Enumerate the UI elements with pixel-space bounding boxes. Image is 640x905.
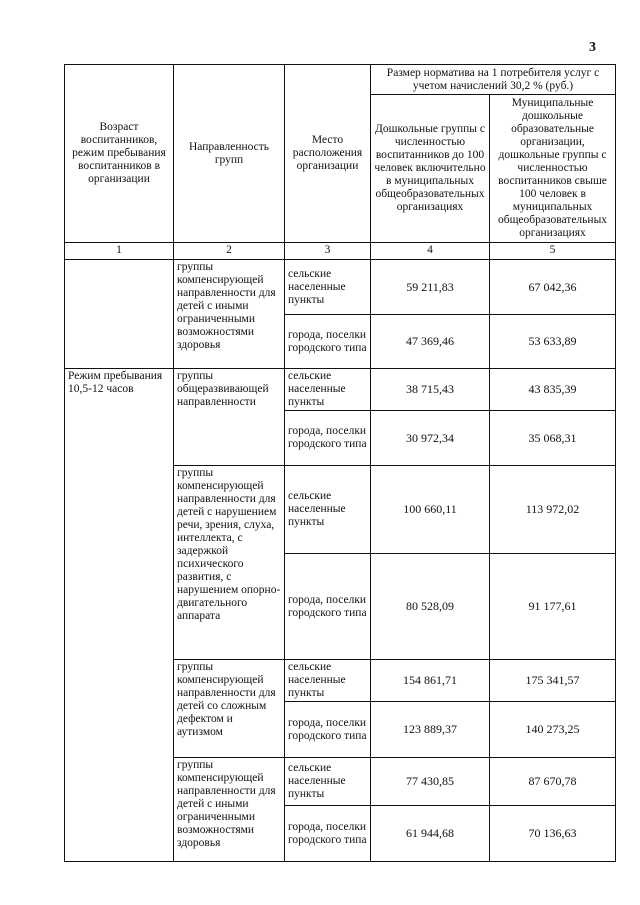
norm-b-cell: 70 136,63	[490, 806, 616, 862]
location-cell: города, поселки городского типа	[285, 411, 371, 466]
norm-a-cell: 61 944,68	[371, 806, 490, 862]
norm-a-cell: 80 528,09	[371, 554, 490, 660]
norm-a-cell: 154 861,71	[371, 660, 490, 702]
norm-a-cell: 47 369,46	[371, 315, 490, 369]
column-number: 1	[65, 243, 174, 260]
norm-b-cell: 175 341,57	[490, 660, 616, 702]
mode-cell-empty	[65, 260, 174, 369]
norm-b-cell: 140 273,25	[490, 702, 616, 758]
norm-table	[64, 64, 616, 862]
norm-a-cell: 123 889,37	[371, 702, 490, 758]
location-cell: сельские населенные пункты	[285, 369, 371, 411]
norm-b-cell: 87 670,78	[490, 758, 616, 806]
norm-b-cell: 91 177,61	[490, 554, 616, 660]
table-row	[65, 369, 616, 411]
column-number: 2	[174, 243, 285, 260]
location-cell: сельские населенные пункты	[285, 260, 371, 315]
norm-a-cell: 77 430,85	[371, 758, 490, 806]
norm-b-cell: 67 042,36	[490, 260, 616, 315]
location-cell: города, поселки городского типа	[285, 554, 371, 660]
header-age: Возраст воспитанников, режим пребывания воспитанников в организации	[65, 65, 174, 243]
page-number: 3	[589, 40, 596, 55]
header-row	[65, 65, 616, 95]
column-number: 3	[285, 243, 371, 260]
direction-cell: группы компенсирующей направленности для детей с нарушением речи, зрения, слуха, интеллекта, с задержкой психического развития, с нарушением опорно-двигательного аппарата	[174, 466, 285, 660]
direction-cell: группы компенсирующей направленности для детей со сложным дефектом и аутизмом	[174, 660, 285, 758]
location-cell: сельские населенные пункты	[285, 758, 371, 806]
column-number: 5	[490, 243, 616, 260]
table-row	[65, 260, 616, 315]
norm-a-cell: 38 715,43	[371, 369, 490, 411]
header-norm-a: Дошкольные группы с численностью воспитанников до 100 человек включительно в муниципальных общеобразовательных организациях	[371, 95, 490, 243]
location-cell: города, поселки городского типа	[285, 806, 371, 862]
location-cell: сельские населенные пункты	[285, 466, 371, 554]
direction-cell: группы компенсирующей направленности для детей с иными ограниченными возможностями здоровья	[174, 758, 285, 862]
header-norm-group: Размер норматива на 1 потребителя услуг с учетом начислений 30,2 % (руб.)	[371, 65, 616, 95]
header-direction: Направленность групп	[174, 65, 285, 243]
direction-cell: группы общеразвивающей направленности	[174, 369, 285, 466]
mode-cell: Режим пребывания 10,5-12 часов	[65, 369, 174, 862]
norm-a-cell: 59 211,83	[371, 260, 490, 315]
norm-b-cell: 113 972,02	[490, 466, 616, 554]
direction-cell: группы компенсирующей направленности для детей с иными ограниченными возможностями здоровья	[174, 260, 285, 369]
location-cell: города, поселки городского типа	[285, 315, 371, 369]
column-number: 4	[371, 243, 490, 260]
norm-a-cell: 100 660,11	[371, 466, 490, 554]
header-norm-b: Муниципальные дошкольные образовательные организации, дошкольные группы с численностью воспитанников свыше 100 человек в муниципальных общеобразовательных организациях	[490, 95, 616, 243]
norm-b-cell: 43 835,39	[490, 369, 616, 411]
norm-a-cell: 30 972,34	[371, 411, 490, 466]
norm-b-cell: 35 068,31	[490, 411, 616, 466]
column-number-row	[65, 243, 616, 260]
location-cell: города, поселки городского типа	[285, 702, 371, 758]
header-location: Место расположения организации	[285, 65, 371, 243]
norm-b-cell: 53 633,89	[490, 315, 616, 369]
location-cell: сельские населенные пункты	[285, 660, 371, 702]
